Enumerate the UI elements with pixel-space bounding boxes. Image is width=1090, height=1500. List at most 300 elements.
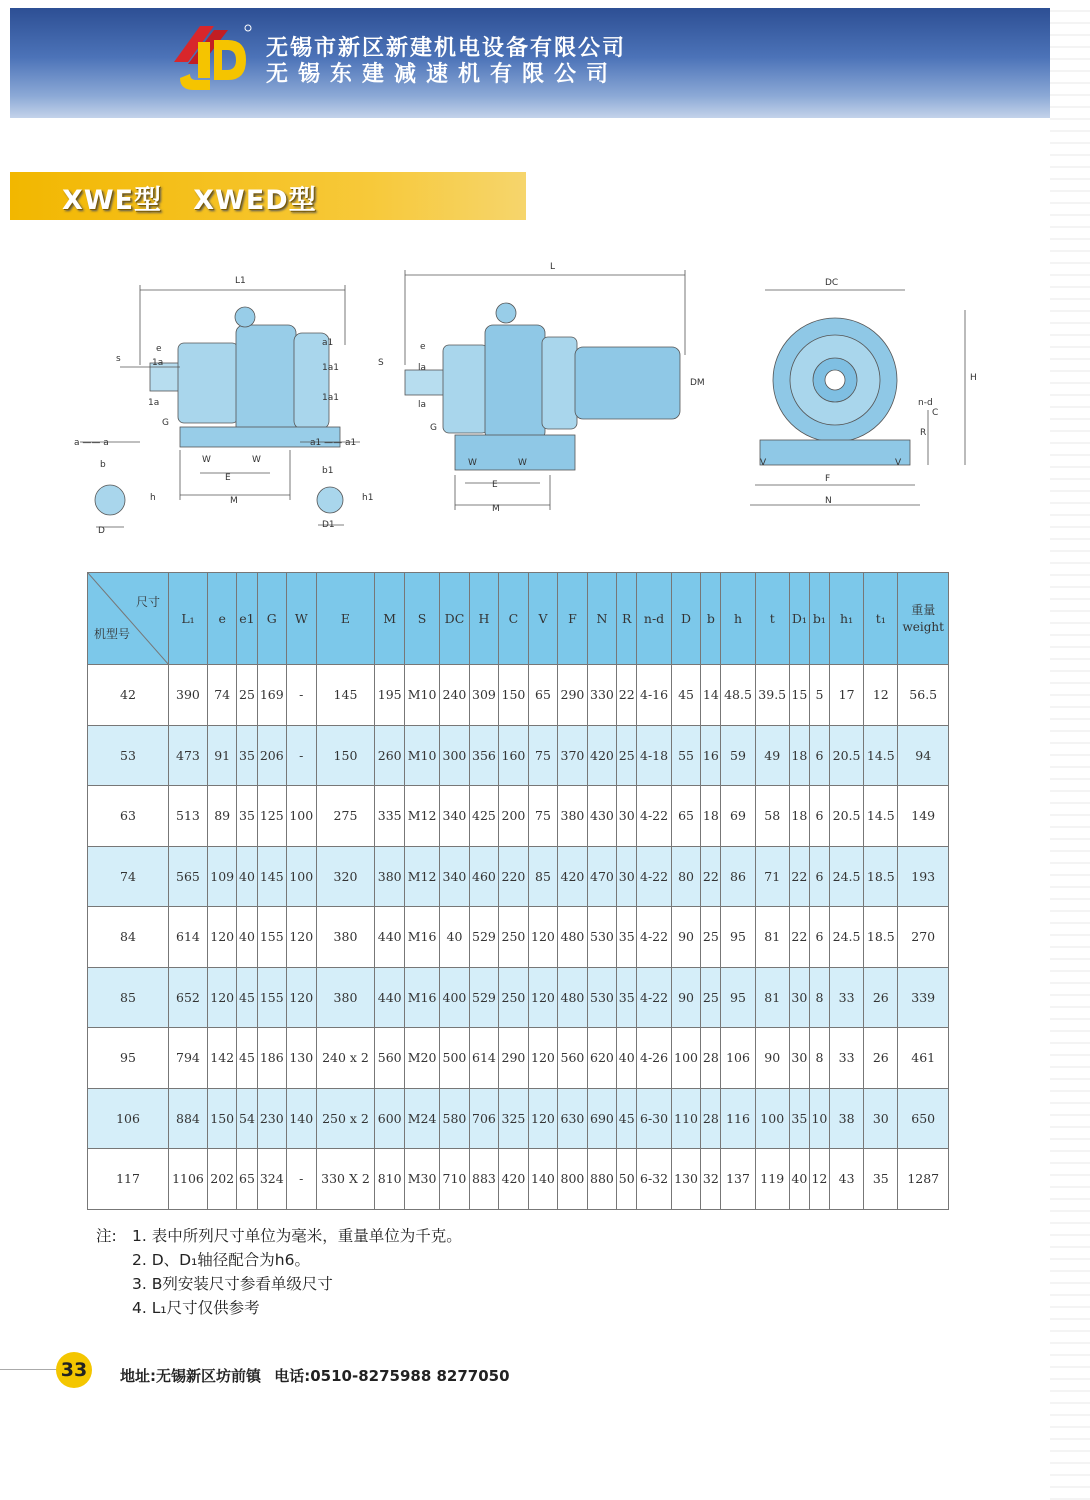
table-cell: 33: [829, 1028, 863, 1089]
table-cell: 220: [499, 846, 529, 907]
table-cell: 275: [316, 786, 375, 847]
table-cell: 380: [316, 967, 375, 1028]
corner-diagonal: [88, 573, 169, 665]
column-header: h: [721, 573, 755, 665]
table-cell: 26: [864, 967, 898, 1028]
table-cell: 14: [701, 665, 721, 726]
table-row: [88, 967, 949, 1028]
svg-text:h1: h1: [362, 493, 374, 503]
table-cell: 324: [257, 1149, 287, 1210]
table-cell: 320: [316, 846, 375, 907]
table-cell: M12: [404, 846, 439, 907]
company-name-line2: 无锡东建减速机有限公司: [266, 62, 619, 87]
table-cell: 59: [721, 725, 755, 786]
table-cell: 45: [237, 967, 257, 1028]
table-cell: 106: [721, 1028, 755, 1089]
svg-text:H: H: [970, 373, 977, 383]
table-cell: 6: [809, 846, 829, 907]
svg-text:L1: L1: [235, 276, 246, 286]
note-item: 1. 表中所列尺寸单位为毫米，重量单位为千克。: [132, 1227, 462, 1245]
table-cell: 600: [375, 1088, 405, 1149]
table-header-row: [88, 573, 949, 665]
spec-table: [87, 572, 949, 1210]
table-cell: 6: [809, 786, 829, 847]
svg-text:E: E: [492, 480, 498, 490]
column-header: DC: [440, 573, 470, 665]
table-cell: 69: [721, 786, 755, 847]
table-cell: 90: [755, 1028, 789, 1089]
column-header: C: [499, 573, 529, 665]
table-cell: 4-18: [637, 725, 672, 786]
table-cell: 340: [440, 846, 470, 907]
table-cell: 420: [587, 725, 617, 786]
table-cell: 420: [499, 1149, 529, 1210]
table-cell: 8: [809, 1028, 829, 1089]
table-cell: 95: [721, 967, 755, 1028]
column-header-weight: [898, 573, 949, 665]
model-cell: 74: [88, 846, 169, 907]
svg-text:la: la: [418, 363, 427, 373]
table-cell: 120: [287, 907, 317, 968]
notes: [96, 1224, 462, 1320]
table-cell: 116: [721, 1088, 755, 1149]
note-item: 2. D、D₁轴径配合为h6。: [132, 1251, 310, 1269]
table-cell: 270: [898, 907, 949, 968]
svg-text:b1: b1: [322, 466, 334, 476]
table-cell: 240: [440, 665, 470, 726]
table-cell: 193: [898, 846, 949, 907]
column-header: L₁: [169, 573, 208, 665]
column-header: W: [287, 573, 317, 665]
column-header: e: [207, 573, 237, 665]
table-cell: 6-30: [637, 1088, 672, 1149]
table-cell: 5: [809, 665, 829, 726]
table-cell: 150: [316, 725, 375, 786]
table-cell: 340: [440, 786, 470, 847]
notes-label: 注:: [96, 1227, 117, 1245]
table-cell: 35: [617, 907, 637, 968]
model-cell: 85: [88, 967, 169, 1028]
table-cell: 65: [237, 1149, 257, 1210]
svg-text:M: M: [492, 504, 500, 514]
svg-text:a1 —— a1: a1 —— a1: [310, 438, 357, 448]
table-cell: 560: [558, 1028, 588, 1089]
svg-text:b: b: [100, 460, 106, 470]
table-cell: 130: [287, 1028, 317, 1089]
table-cell: 425: [469, 786, 499, 847]
table-cell: 710: [440, 1149, 470, 1210]
table-cell: 120: [528, 1028, 558, 1089]
table-cell: 120: [287, 967, 317, 1028]
table-cell: 28: [701, 1088, 721, 1149]
table-row: [88, 725, 949, 786]
table-cell: 4-16: [637, 665, 672, 726]
table-cell: 14.5: [864, 786, 898, 847]
column-header: D₁: [789, 573, 809, 665]
table-cell: 149: [898, 786, 949, 847]
table-cell: 15: [789, 665, 809, 726]
model-cell: 53: [88, 725, 169, 786]
table-row: [88, 1149, 949, 1210]
table-cell: 810: [375, 1149, 405, 1210]
column-header: R: [617, 573, 637, 665]
table-cell: 100: [755, 1088, 789, 1149]
column-header: e1: [237, 573, 257, 665]
table-cell: 22: [701, 846, 721, 907]
column-header: V: [528, 573, 558, 665]
table-cell: 85: [528, 846, 558, 907]
table-cell: 25: [701, 907, 721, 968]
table-cell: 22: [789, 846, 809, 907]
address-text: 地址:无锡新区坊前镇: [120, 1367, 261, 1385]
svg-text:N: N: [825, 496, 832, 506]
table-cell: 145: [316, 665, 375, 726]
table-cell: 1106: [169, 1149, 208, 1210]
svg-text:L: L: [550, 262, 556, 272]
table-cell: 480: [558, 967, 588, 1028]
table-row: [88, 786, 949, 847]
section-title: XWE型 XWED型: [62, 185, 317, 216]
svg-text:h: h: [150, 493, 156, 503]
column-header: t: [755, 573, 789, 665]
table-cell: 120: [207, 907, 237, 968]
company-logo-icon: [170, 22, 252, 94]
table-cell: 690: [587, 1088, 617, 1149]
table-cell: 80: [671, 846, 701, 907]
table-cell: M12: [404, 786, 439, 847]
table-cell: 300: [440, 725, 470, 786]
table-cell: 35: [237, 786, 257, 847]
svg-text:e: e: [420, 342, 426, 352]
company-name: [266, 36, 626, 88]
table-cell: 1287: [898, 1149, 949, 1210]
table-row: [88, 1028, 949, 1089]
table-cell: 14.5: [864, 725, 898, 786]
svg-text:W: W: [202, 455, 211, 465]
table-body: [88, 665, 949, 1210]
table-cell: 95: [721, 907, 755, 968]
table-cell: 65: [671, 786, 701, 847]
model-cell: 95: [88, 1028, 169, 1089]
table-cell: 50: [617, 1149, 637, 1210]
table-row: [88, 846, 949, 907]
table-cell: 142: [207, 1028, 237, 1089]
table-cell: 40: [237, 907, 257, 968]
table-cell: 48.5: [721, 665, 755, 726]
table-cell: 25: [617, 725, 637, 786]
svg-text:DM: DM: [690, 378, 705, 388]
table-row: [88, 665, 949, 726]
table-cell: 480: [558, 907, 588, 968]
table-cell: 186: [257, 1028, 287, 1089]
table-cell: M10: [404, 725, 439, 786]
table-cell: 24.5: [829, 846, 863, 907]
table-cell: 155: [257, 907, 287, 968]
table-cell: 4-22: [637, 846, 672, 907]
table-cell: 169: [257, 665, 287, 726]
table-cell: 430: [587, 786, 617, 847]
table-cell: 160: [499, 725, 529, 786]
svg-text:s: s: [116, 354, 121, 364]
weight-label-en: weight: [902, 619, 944, 634]
svg-text:a —— a: a —— a: [74, 438, 109, 448]
column-header: F: [558, 573, 588, 665]
svg-text:1a1: 1a1: [322, 393, 339, 403]
table-cell: 56.5: [898, 665, 949, 726]
table-cell: 6-32: [637, 1149, 672, 1210]
svg-text:W: W: [518, 458, 527, 468]
model-cell: 117: [88, 1149, 169, 1210]
table-cell: 89: [207, 786, 237, 847]
table-cell: 380: [375, 846, 405, 907]
table-cell: 86: [721, 846, 755, 907]
table-cell: 614: [469, 1028, 499, 1089]
table-cell: 25: [701, 967, 721, 1028]
table-cell: 130: [671, 1149, 701, 1210]
svg-text:1a1: 1a1: [322, 363, 339, 373]
table-cell: 250: [499, 967, 529, 1028]
table-cell: 120: [528, 1088, 558, 1149]
table-cell: 40: [789, 1149, 809, 1210]
column-header: h₁: [829, 573, 863, 665]
page-number: 33: [56, 1352, 92, 1388]
table-cell: 49: [755, 725, 789, 786]
corner-model-label: 机型号: [94, 627, 131, 641]
table-cell: 30: [617, 786, 637, 847]
table-cell: 75: [528, 725, 558, 786]
xwe-side-view: [80, 285, 360, 527]
table-cell: 6: [809, 907, 829, 968]
table-cell: 100: [287, 846, 317, 907]
table-cell: 630: [558, 1088, 588, 1149]
table-cell: 620: [587, 1028, 617, 1089]
table-cell: M10: [404, 665, 439, 726]
column-header: E: [316, 573, 375, 665]
table-cell: 100: [671, 1028, 701, 1089]
table-cell: 35: [617, 967, 637, 1028]
table-cell: 380: [558, 786, 588, 847]
table-cell: 137: [721, 1149, 755, 1210]
column-header: n-d: [637, 573, 672, 665]
table-cell: 35: [789, 1088, 809, 1149]
svg-text:G: G: [162, 418, 169, 428]
table-cell: 500: [440, 1028, 470, 1089]
svg-text:1a: 1a: [152, 358, 164, 368]
column-header: t₁: [864, 573, 898, 665]
table-cell: 100: [287, 786, 317, 847]
table-cell: 513: [169, 786, 208, 847]
table-cell: 330: [587, 665, 617, 726]
table-cell: 140: [528, 1149, 558, 1210]
table-cell: 356: [469, 725, 499, 786]
table-cell: 91: [207, 725, 237, 786]
svg-text:C: C: [932, 408, 939, 418]
table-cell: 529: [469, 907, 499, 968]
table-cell: 206: [257, 725, 287, 786]
table-cell: 335: [375, 786, 405, 847]
svg-text:W: W: [468, 458, 477, 468]
table-cell: 4-22: [637, 967, 672, 1028]
table-cell: 55: [671, 725, 701, 786]
table-cell: 26: [864, 1028, 898, 1089]
table-cell: 30: [789, 1028, 809, 1089]
weight-label-cn: 重量: [911, 602, 936, 617]
table-cell: 230: [257, 1088, 287, 1149]
table-cell: 380: [316, 907, 375, 968]
table-cell: 650: [898, 1088, 949, 1149]
table-cell: 33: [829, 967, 863, 1028]
table-cell: 706: [469, 1088, 499, 1149]
svg-text:M: M: [230, 496, 238, 506]
table-cell: 339: [898, 967, 949, 1028]
table-row: [88, 1088, 949, 1149]
table-cell: 250 x 2: [316, 1088, 375, 1149]
table-cell: 290: [499, 1028, 529, 1089]
table-cell: 45: [237, 1028, 257, 1089]
table-cell: 370: [558, 725, 588, 786]
table-cell: 325: [499, 1088, 529, 1149]
svg-text:V: V: [760, 458, 767, 468]
table-cell: 202: [207, 1149, 237, 1210]
svg-text:G: G: [430, 423, 437, 433]
table-cell: 45: [617, 1088, 637, 1149]
table-cell: 32: [701, 1149, 721, 1210]
table-cell: 4-22: [637, 786, 672, 847]
table-cell: 8: [809, 967, 829, 1028]
svg-text:S: S: [378, 358, 384, 368]
table-cell: 90: [671, 907, 701, 968]
table-cell: 40: [440, 907, 470, 968]
table-cell: 652: [169, 967, 208, 1028]
table-cell: 6: [809, 725, 829, 786]
table-cell: 24.5: [829, 907, 863, 968]
table-cell: 35: [237, 725, 257, 786]
table-cell: 150: [499, 665, 529, 726]
table-cell: 25: [237, 665, 257, 726]
table-cell: 880: [587, 1149, 617, 1210]
table-cell: 794: [169, 1028, 208, 1089]
table-cell: 28: [701, 1028, 721, 1089]
table-cell: 16: [701, 725, 721, 786]
column-header: N: [587, 573, 617, 665]
table-cell: 529: [469, 967, 499, 1028]
svg-text:F: F: [825, 474, 831, 484]
phone-text: 电话:0510-8275988 8277050: [274, 1367, 510, 1385]
table-cell: 45: [671, 665, 701, 726]
model-cell: 42: [88, 665, 169, 726]
table-cell: 800: [558, 1149, 588, 1210]
table-cell: 22: [789, 907, 809, 968]
table-cell: 40: [617, 1028, 637, 1089]
table-cell: 81: [755, 967, 789, 1028]
table-cell: 81: [755, 907, 789, 968]
table-cell: -: [287, 665, 317, 726]
table-cell: 18.5: [864, 846, 898, 907]
svg-text:la: la: [418, 400, 427, 410]
note-item: 3. B列安装尺寸参看单级尺寸: [132, 1275, 333, 1293]
table-cell: 309: [469, 665, 499, 726]
table-cell: 460: [469, 846, 499, 907]
table-cell: 71: [755, 846, 789, 907]
table-cell: M20: [404, 1028, 439, 1089]
table-cell: M16: [404, 907, 439, 968]
table-cell: 390: [169, 665, 208, 726]
table-cell: 110: [671, 1088, 701, 1149]
table-cell: M16: [404, 967, 439, 1028]
table-cell: 43: [829, 1149, 863, 1210]
note-item: 4. L₁尺寸仅供参考: [132, 1299, 260, 1317]
table-cell: 530: [587, 967, 617, 1028]
table-cell: 614: [169, 907, 208, 968]
table-cell: 260: [375, 725, 405, 786]
xwed-side-view: [405, 270, 685, 510]
table-cell: 440: [375, 967, 405, 1028]
table-cell: 565: [169, 846, 208, 907]
svg-text:a1: a1: [322, 338, 334, 348]
table-cell: 884: [169, 1088, 208, 1149]
table-cell: 35: [864, 1149, 898, 1210]
table-cell: 400: [440, 967, 470, 1028]
model-cell: 84: [88, 907, 169, 968]
table-cell: 22: [617, 665, 637, 726]
model-cell: 63: [88, 786, 169, 847]
table-cell: 200: [499, 786, 529, 847]
svg-text:D: D: [98, 526, 105, 536]
table-cell: 290: [558, 665, 588, 726]
table-cell: 54: [237, 1088, 257, 1149]
table-cell: 30: [789, 967, 809, 1028]
column-header: b: [701, 573, 721, 665]
table-cell: 58: [755, 786, 789, 847]
footer-address: [120, 1365, 518, 1386]
column-header: D: [671, 573, 701, 665]
table-cell: 530: [587, 907, 617, 968]
table-cell: 20.5: [829, 786, 863, 847]
table-cell: 440: [375, 907, 405, 968]
section-title-band: [10, 172, 526, 220]
table-cell: 10: [809, 1088, 829, 1149]
table-cell: 38: [829, 1088, 863, 1149]
table-cell: 12: [864, 665, 898, 726]
table-cell: 40: [237, 846, 257, 907]
table-cell: 30: [864, 1088, 898, 1149]
table-cell: -: [287, 725, 317, 786]
table-cell: 250: [499, 907, 529, 968]
table-cell: M24: [404, 1088, 439, 1149]
table-cell: -: [287, 1149, 317, 1210]
table-cell: 120: [528, 967, 558, 1028]
table-cell: 75: [528, 786, 558, 847]
technical-drawings: [60, 255, 990, 555]
table-cell: 580: [440, 1088, 470, 1149]
svg-text:n-d: n-d: [918, 398, 933, 408]
table-row: [88, 907, 949, 968]
table-cell: 883: [469, 1149, 499, 1210]
svg-text:V: V: [895, 458, 902, 468]
table-cell: 420: [558, 846, 588, 907]
table-cell: 20.5: [829, 725, 863, 786]
table-cell: 90: [671, 967, 701, 1028]
table-cell: 120: [207, 967, 237, 1028]
table-cell: 39.5: [755, 665, 789, 726]
svg-text:E: E: [225, 473, 231, 483]
table-cell: 150: [207, 1088, 237, 1149]
column-header: M: [375, 573, 405, 665]
company-name-line1: 无锡市新区新建机电设备有限公司: [266, 36, 627, 61]
table-cell: 18: [701, 786, 721, 847]
table-cell: 461: [898, 1028, 949, 1089]
svg-text:1a: 1a: [148, 398, 160, 408]
